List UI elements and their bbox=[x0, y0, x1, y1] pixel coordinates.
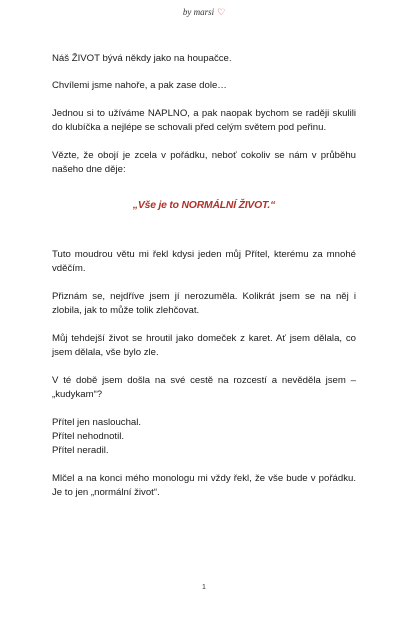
paragraph-8: V té době jsem došla na své cestě na rozcestí a nevěděla jsem – „kudykam“? bbox=[52, 375, 356, 400]
paragraph-4: Vězte, že obojí je zcela v pořádku, neboť cokoliv se nám v průběhu našeho dne děje: bbox=[52, 150, 356, 175]
header-signature: by marsi bbox=[182, 7, 215, 17]
page-number: 1 bbox=[202, 584, 206, 591]
heart-icon: ♡ bbox=[217, 7, 226, 17]
paragraph-9: Přítel jen naslouchal. bbox=[52, 417, 142, 428]
document-body bbox=[52, 52, 356, 500]
paragraph-2: Chvílemi jsme nahoře, a pak zase dole… bbox=[52, 80, 227, 91]
page-header bbox=[0, 7, 408, 18]
paragraph-6: Přiznám se, nejdříve jsem jí nerozuměla. Kolikrát jsem se na něj i zlobila, jak to může tolik zlehčovat. bbox=[52, 291, 356, 316]
paragraph-12: Mlčel a na konci mého monologu mi vždy řekl, že vše bude v pořádku. Je to jen „normální život“. bbox=[52, 473, 356, 498]
paragraph-3: Jednou si to užíváme NAPLNO, a pak naopak bychom se raději skulili do klubíčka a nejlépe se schovali před celým světem pod peřinu. bbox=[52, 108, 356, 133]
paragraph-7: Můj tehdejší život se hroutil jako domeček z karet. Ať jsem dělala, co jsem dělala, vše bylo zle. bbox=[52, 333, 356, 358]
paragraph-5: Tuto moudrou větu mi řekl kdysi jeden můj Přítel, kterému za mnohé vděčím. bbox=[52, 249, 356, 274]
paragraph-10: Přítel nehodnotil. bbox=[52, 431, 124, 442]
highlight-quote: „Vše je to NORMÁLNÍ ŽIVOT.“ bbox=[132, 200, 276, 211]
paragraph-1: Náš ŽIVOT bývá někdy jako na houpačce. bbox=[52, 53, 232, 64]
paragraph-11: Přítel neradil. bbox=[52, 445, 109, 456]
